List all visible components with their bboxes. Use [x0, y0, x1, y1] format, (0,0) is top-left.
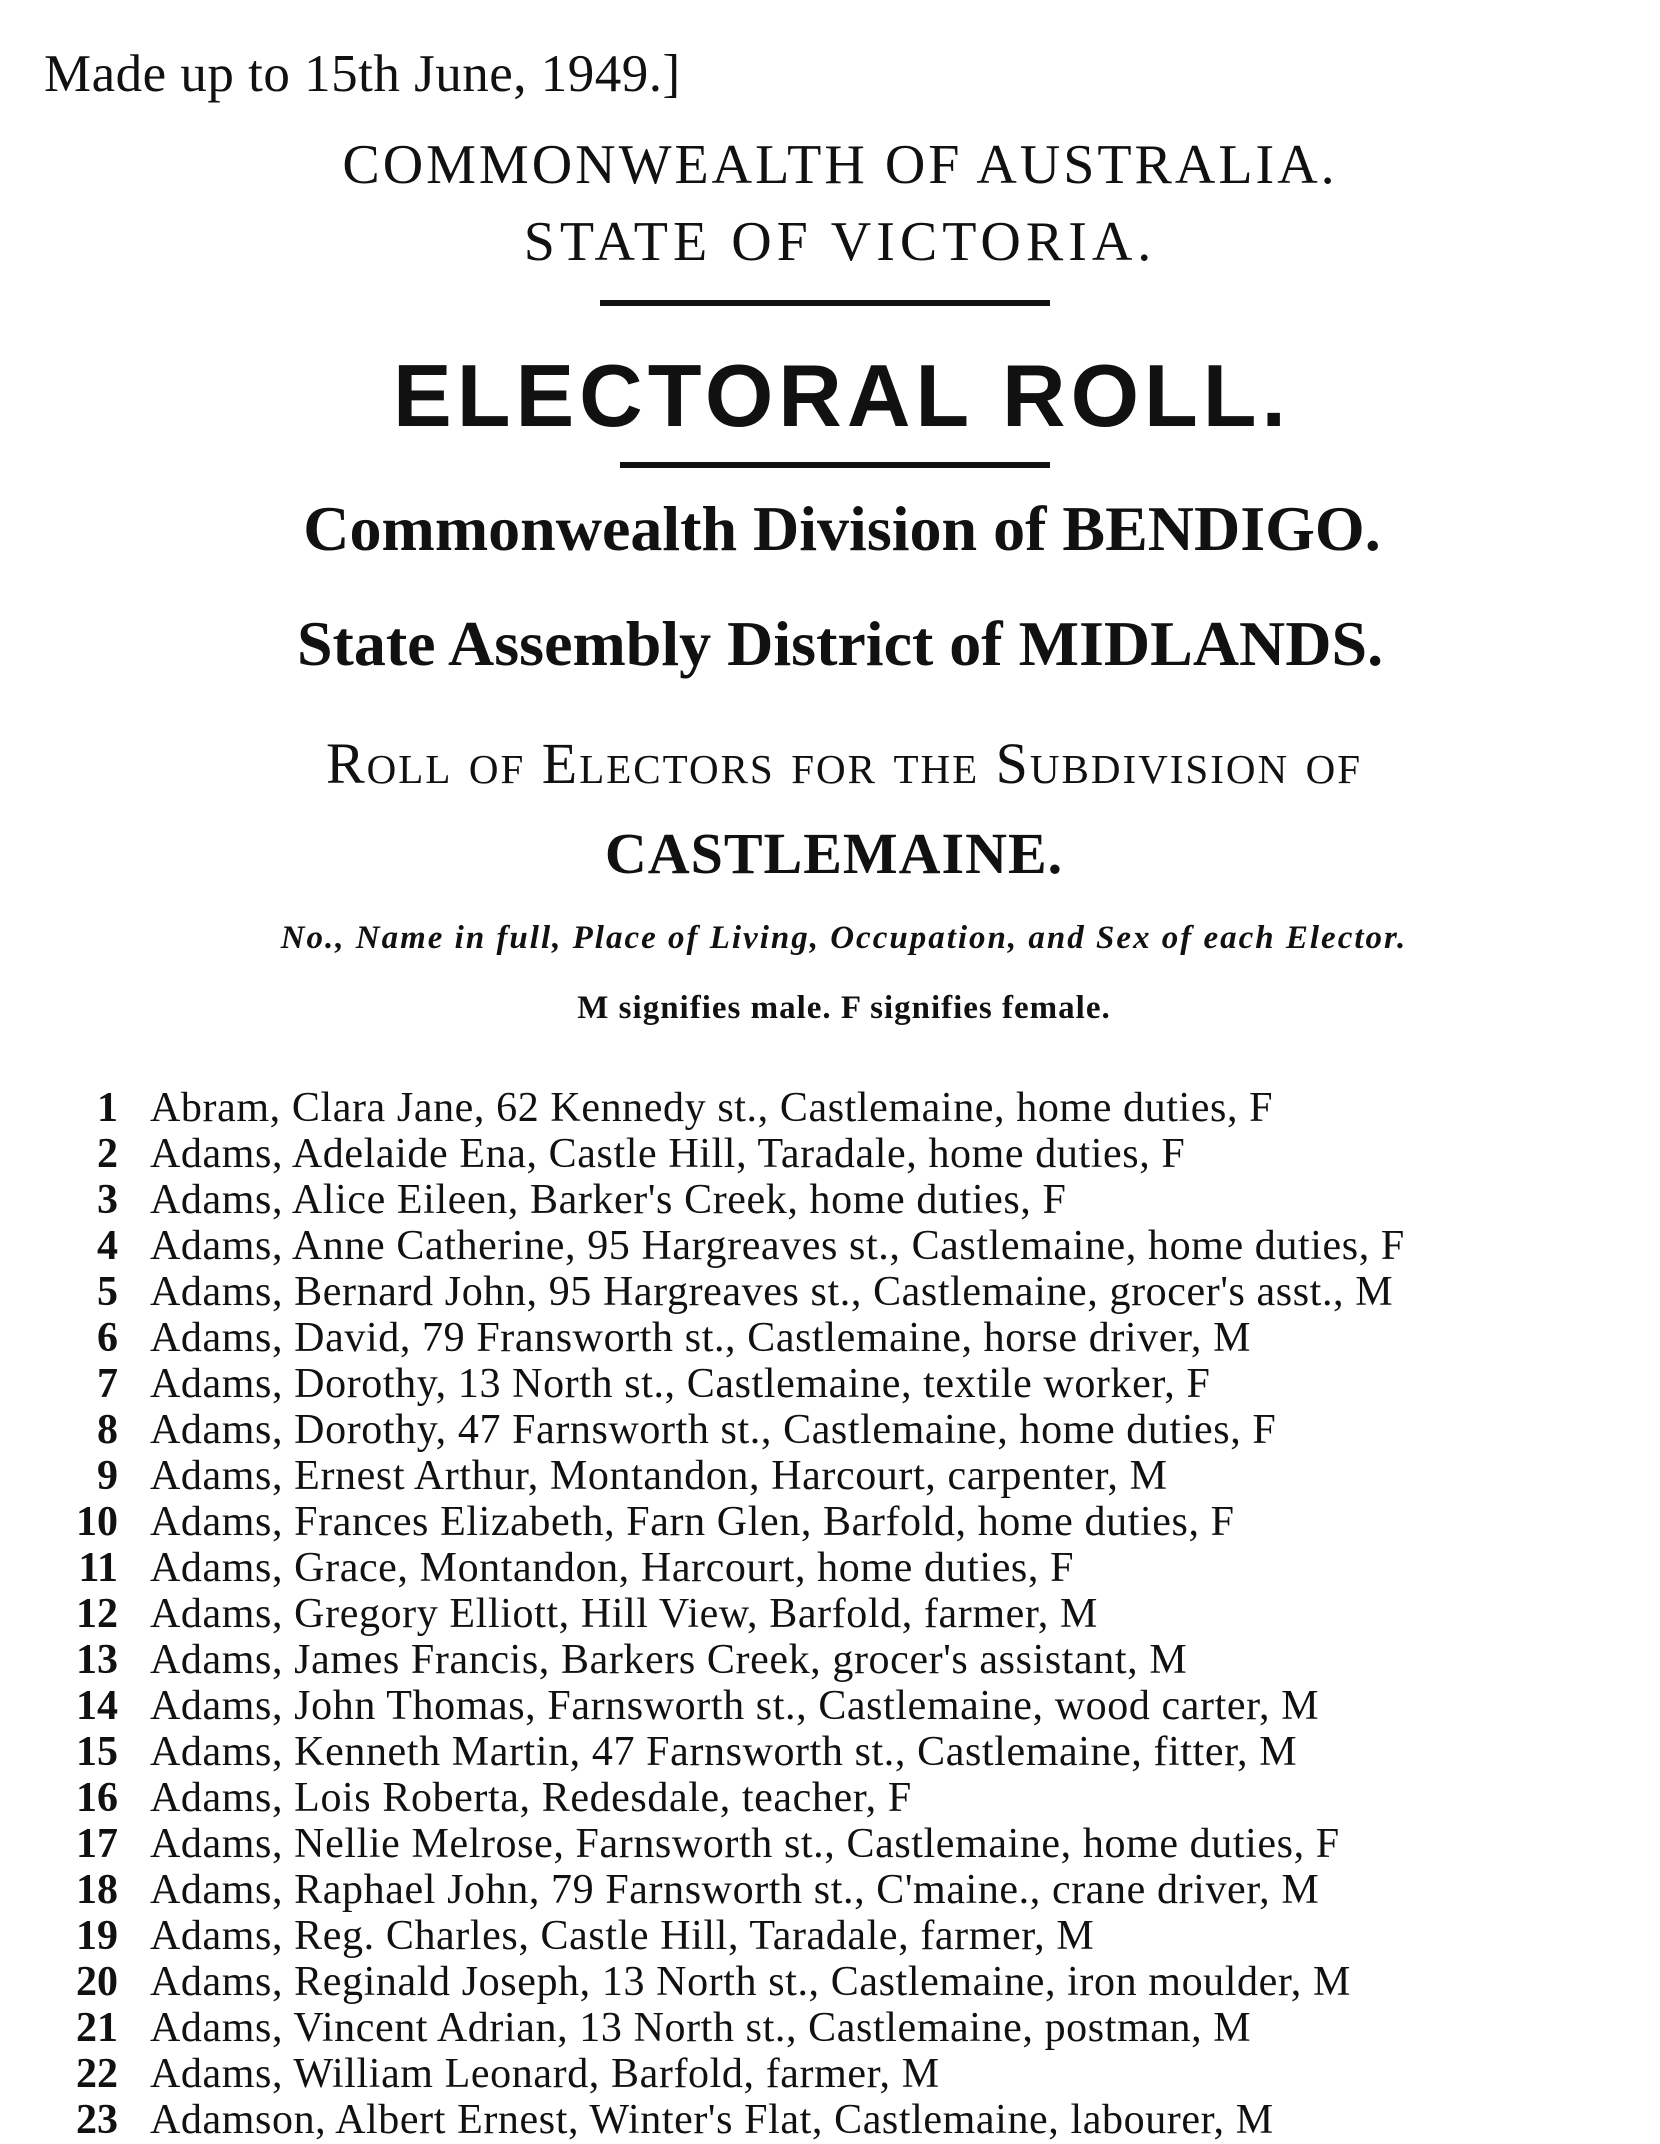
entry-number: 3	[97, 1177, 118, 1223]
entry-text: Adams, Adelaide Ena, Castle Hill, Taradale, home duties, F	[150, 1131, 1186, 1177]
list-item	[0, 1453, 1660, 1499]
entry-number: 20	[76, 1959, 118, 2005]
roll-of-electors-heading: Roll of Electors for the Subdivision of	[326, 731, 1362, 796]
entry-text: Adams, John Thomas, Farnsworth st., Castlemaine, wood carter, M	[150, 1683, 1320, 1729]
entry-number: 14	[76, 1683, 118, 1729]
entry-text: Adams, Dorothy, 47 Farnsworth st., Castlemaine, home duties, F	[150, 1407, 1277, 1453]
made-up-date: Made up to 15th June, 1949.]	[44, 45, 681, 103]
entry-text: Adams, Kenneth Martin, 47 Farnsworth st., Castlemaine, fitter, M	[150, 1729, 1298, 1775]
entry-number: 11	[78, 1545, 118, 1591]
state-heading: STATE OF VICTORIA.	[523, 211, 1157, 273]
page-title: ELECTORAL ROLL.	[393, 346, 1291, 445]
list-item	[0, 1867, 1660, 1913]
entry-number: 19	[76, 1913, 118, 1959]
list-item	[0, 1361, 1660, 1407]
entry-text: Abram, Clara Jane, 62 Kennedy st., Castlemaine, home duties, F	[150, 1085, 1274, 1131]
entry-text: Adams, Raphael John, 79 Farnsworth st., C'maine., crane driver, M	[150, 1867, 1320, 1913]
district-heading: State Assembly District of MIDLANDS.	[296, 608, 1384, 679]
entry-text: Adams, William Leonard, Barfold, farmer, M	[150, 2051, 940, 2097]
entry-text: Adams, Ernest Arthur, Montandon, Harcourt, carpenter, M	[150, 1453, 1168, 1499]
entry-text: Adams, James Francis, Barkers Creek, grocer's assistant, M	[150, 1637, 1188, 1683]
subdivision-name: CASTLEMAINE.	[604, 821, 1064, 886]
entry-number: 16	[76, 1775, 118, 1821]
entry-number: 5	[97, 1269, 118, 1315]
divider-rule	[600, 300, 1050, 306]
list-item	[0, 1315, 1660, 1361]
entry-text: Adams, Gregory Elliott, Hill View, Barfold, farmer, M	[150, 1591, 1098, 1637]
entry-text: Adams, Reginald Joseph, 13 North st., Castlemaine, iron moulder, M	[150, 1959, 1351, 2005]
entry-number: 22	[76, 2051, 118, 2097]
entry-text: Adams, Reg. Charles, Castle Hill, Taradale, farmer, M	[150, 1913, 1095, 1959]
entry-number: 7	[97, 1361, 118, 1407]
entry-text: Adams, Lois Roberta, Redesdale, teacher, F	[150, 1775, 912, 1821]
entry-text: Adams, Bernard John, 95 Hargreaves st., Castlemaine, grocer's asst., M	[150, 1269, 1394, 1315]
list-item	[0, 2051, 1660, 2097]
entry-text: Adams, David, 79 Fransworth st., Castlemaine, horse driver, M	[150, 1315, 1252, 1361]
list-item	[0, 1637, 1660, 1683]
list-item	[0, 1959, 1660, 2005]
entry-number: 9	[97, 1453, 118, 1499]
entry-text: Adams, Alice Eileen, Barker's Creek, home duties, F	[150, 1177, 1067, 1223]
list-item	[0, 1545, 1660, 1591]
entry-number: 12	[76, 1591, 118, 1637]
entry-text: Adams, Grace, Montandon, Harcourt, home duties, F	[150, 1545, 1075, 1591]
list-item	[0, 1407, 1660, 1453]
divider-rule	[620, 462, 1050, 468]
entry-text: Adams, Vincent Adrian, 13 North st., Castlemaine, postman, M	[150, 2005, 1252, 2051]
list-item	[0, 2097, 1660, 2143]
list-item	[0, 1683, 1660, 1729]
list-item	[0, 1821, 1660, 1867]
entry-number: 15	[76, 1729, 118, 1775]
entry-text: Adams, Nellie Melrose, Farnsworth st., Castlemaine, home duties, F	[150, 1821, 1340, 1867]
entry-number: 1	[97, 1085, 118, 1131]
columns-note: No., Name in full, Place of Living, Occupation, and Sex of each Elector.	[280, 920, 1408, 956]
entry-text: Adamson, Albert Ernest, Winter's Flat, Castlemaine, labourer, M	[150, 2097, 1274, 2143]
entry-number: 2	[97, 1131, 118, 1177]
list-item	[0, 1131, 1660, 1177]
entry-number: 17	[76, 1821, 118, 1867]
sex-legend: M signifies male. F signifies female.	[577, 990, 1111, 1026]
country-heading: COMMONWEALTH OF AUSTRALIA.	[342, 134, 1338, 196]
division-heading: Commonwealth Division of BENDIGO.	[303, 493, 1381, 564]
list-item	[0, 1775, 1660, 1821]
list-item	[0, 1913, 1660, 1959]
list-item	[0, 1269, 1660, 1315]
entry-number: 18	[76, 1867, 118, 1913]
list-item	[0, 1499, 1660, 1545]
entry-text: Adams, Frances Elizabeth, Farn Glen, Barfold, home duties, F	[150, 1499, 1235, 1545]
entry-number: 10	[76, 1499, 118, 1545]
entry-number: 23	[76, 2097, 118, 2143]
entry-number: 13	[76, 1637, 118, 1683]
list-item	[0, 2005, 1660, 2051]
list-item	[0, 1729, 1660, 1775]
list-item	[0, 1223, 1660, 1269]
entry-number: 4	[97, 1223, 118, 1269]
list-item	[0, 1177, 1660, 1223]
entry-number: 21	[76, 2005, 118, 2051]
entry-number: 8	[97, 1407, 118, 1453]
list-item	[0, 1085, 1660, 1131]
entry-text: Adams, Anne Catherine, 95 Hargreaves st., Castlemaine, home duties, F	[150, 1223, 1405, 1269]
list-item	[0, 1591, 1660, 1637]
entry-text: Adams, Dorothy, 13 North st., Castlemaine, textile worker, F	[150, 1361, 1211, 1407]
elector-list	[0, 1085, 1660, 2143]
entry-number: 6	[97, 1315, 118, 1361]
